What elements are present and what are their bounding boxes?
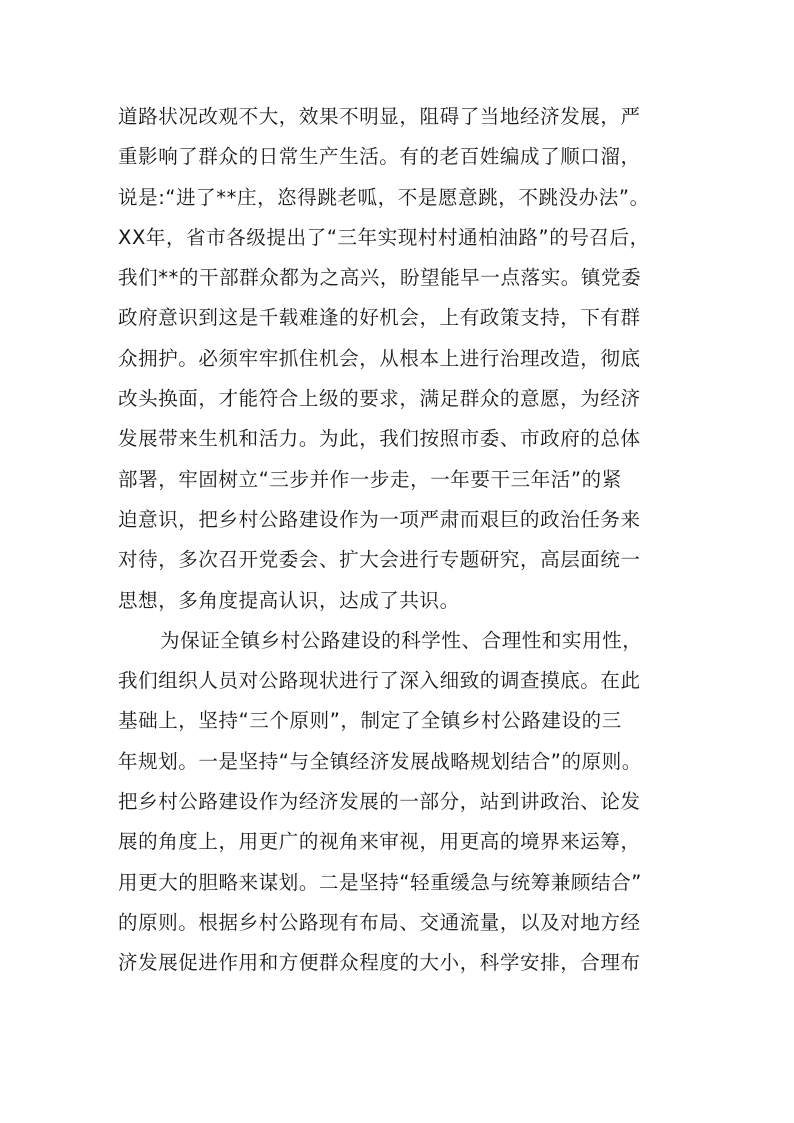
text-line: 基础上，坚持“三个原则”，制定了全镇乡村公路建设的三 bbox=[118, 709, 622, 733]
text-line: 济发展促进作用和方便群众程度的大小，科学安排，合理布 bbox=[118, 951, 641, 975]
text-line: 说是:“进了**庄，恣得跳老呱，不是愿意跳，不跳没办法”。 bbox=[118, 185, 650, 209]
text-line: 我们组织人员对公路现状进行了深入细致的调查摸底。在此 bbox=[118, 669, 641, 693]
text-line: 思想，多角度提高认识，达成了共识。 bbox=[118, 588, 460, 612]
text-line: 部署，牢固树立“三步并作一步走，一年要干三年活”的紧 bbox=[118, 467, 622, 491]
text-line: 我们**的干部群众都为之高兴，盼望能早一点落实。镇党委 bbox=[118, 266, 642, 290]
text-line: 发展带来生机和活力。为此，我们按照市委、市政府的总体 bbox=[118, 427, 641, 451]
text-line: 重影响了群众的日常生产生活。有的老百姓编成了顺口溜， bbox=[118, 145, 641, 169]
text-line: 迫意识，把乡村公路建设作为一项严肃而艰巨的政治任务来 bbox=[118, 507, 641, 531]
body-text bbox=[118, 97, 718, 984]
text-line: 对待，多次召开党委会、扩大会进行专题研究，高层面统一 bbox=[118, 548, 641, 572]
paragraph-first-line: 为保证全镇乡村公路建设的科学性、合理性和实用性， bbox=[160, 628, 643, 652]
text-line: 政府意识到这是千载难逢的好机会，上有政策支持，下有群 bbox=[118, 306, 641, 330]
text-line: 年规划。一是坚持“与全镇经济发展战略规划结合”的原则。 bbox=[118, 749, 642, 773]
text-line: XX年，省市各级提出了“三年实现村村通柏油路”的号召后， bbox=[118, 225, 650, 249]
text-line: 展的角度上，用更广的视角来审视，用更高的境界来运筹， bbox=[118, 830, 641, 854]
text-line: 的原则。根据乡村公路现有布局、交通流量，以及对地方经 bbox=[118, 910, 641, 934]
text-line: 改头换面，才能符合上级的要求，满足群众的意愿，为经济 bbox=[118, 387, 641, 411]
text-line: 道路状况改观不大，效果不明显，阻碍了当地经济发展，严 bbox=[118, 105, 641, 128]
text-line: 用更大的胆略来谋划。二是坚持“轻重缓急与统筹兼顾结合” bbox=[118, 870, 642, 894]
text-line: 众拥护。必须牢牢抓住机会，从根本上进行治理改造，彻底 bbox=[118, 346, 641, 370]
text-line: 把乡村公路建设作为经济发展的一部分，站到讲政治、论发 bbox=[118, 790, 641, 814]
